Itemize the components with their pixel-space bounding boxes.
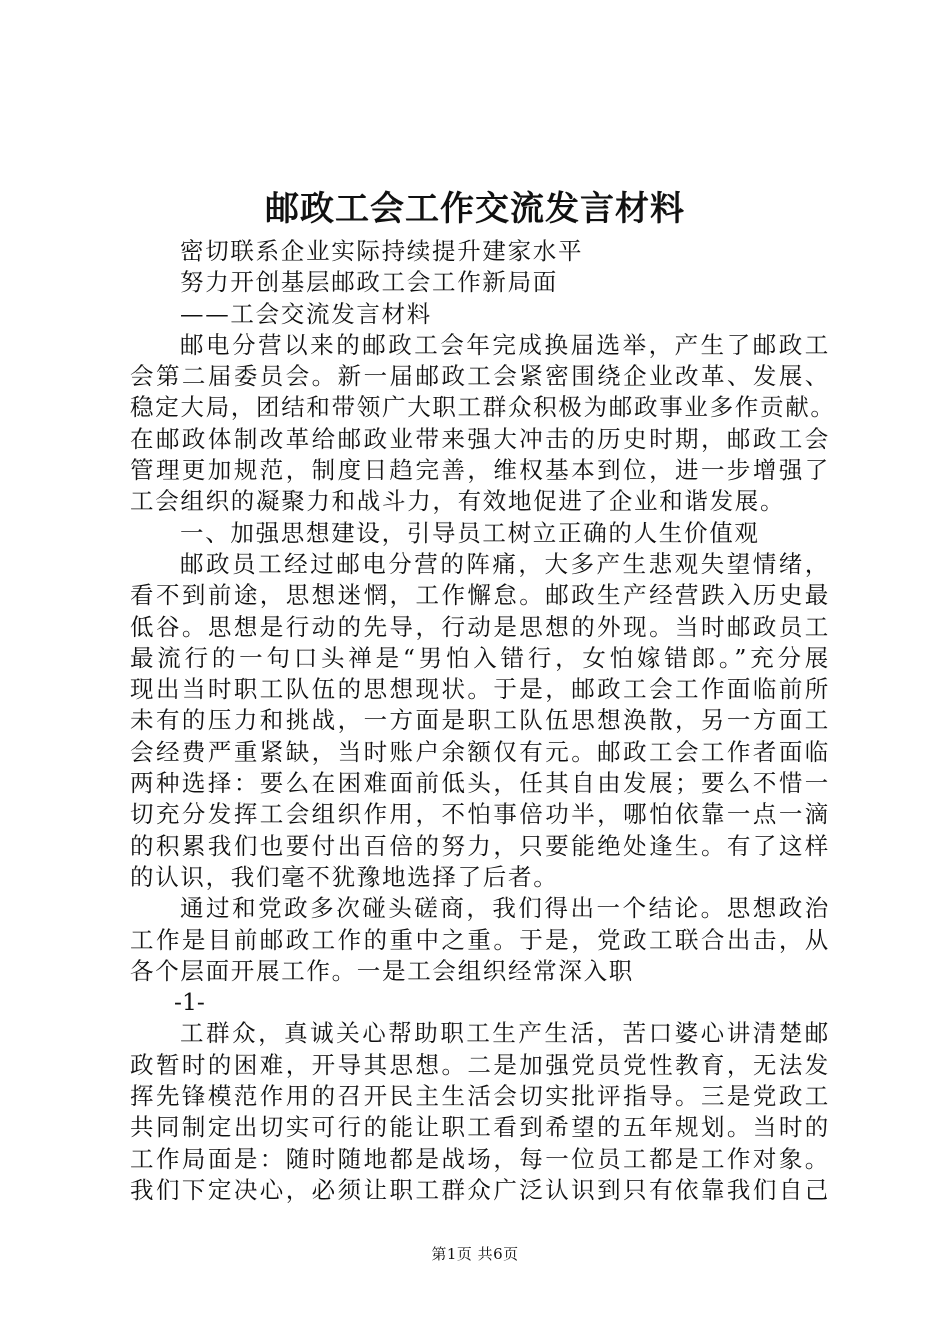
page-number-mark: -1- [174, 988, 205, 1017]
paragraph-line: 管理更加规范，制度日趋完善，维权基本到位，进一步增强了 [130, 456, 830, 485]
paragraph-line: 通过和党政多次碰头磋商，我们得出一个结论。思想政治 [180, 894, 830, 923]
paragraph-line: 未有的压力和挑战，一方面是职工队伍思想涣散，另一方面工 [130, 706, 830, 735]
paragraph-line: 低谷。思想是行动的先导，行动是思想的外现。当时邮政员工 [130, 612, 830, 641]
paragraph-line: 会经费严重紧缺，当时账户余额仅有元。邮政工会工作者面临 [130, 737, 830, 766]
paragraph-line: 稳定大局，团结和带领广大职工群众积极为邮政事业多作贡献。 [130, 393, 836, 422]
paragraph-line: 现出当时职工队伍的思想现状。于是，邮政工会工作面临前所 [130, 675, 830, 704]
paragraph-line: 切充分发挥工会组织作用，不怕事倍功半，哪怕依靠一点一滴 [130, 800, 830, 829]
paragraph-line: 的积累我们也要付出百倍的努力，只要能绝处逢生。有了这样 [130, 831, 830, 860]
subtitle-line: ——工会交流发言材料 [180, 299, 432, 328]
paragraph-line: 的认识，我们毫不犹豫地选择了后者。 [130, 862, 559, 891]
document-body [130, 236, 836, 1206]
paragraph-line: 邮电分营以来的邮政工会年完成换届选举，产生了邮政工 [180, 330, 830, 359]
subtitle-line: 密切联系企业实际持续提升建家水平 [180, 237, 584, 265]
paragraph-line: 挥先锋模范作用的召开民主生活会切实批评指导。三是党政工 [130, 1082, 830, 1111]
paragraph-line: 邮政员工经过邮电分营的阵痛，大多产生悲观失望情绪， [180, 549, 830, 578]
paragraph-line: 工会组织的凝聚力和战斗力，有效地促进了企业和谐发展。 [130, 487, 786, 516]
paragraph-line: 工作是目前邮政工作的重中之重。于是，党政工联合出击，从 [130, 925, 830, 954]
paragraph-line: 两种选择：要么在困难面前低头，任其自由发展；要么不惜一 [130, 769, 830, 798]
paragraph-line: 最流行的一句口头禅是“男怕入错行，女怕嫁错郎。”充分展 [130, 643, 830, 672]
paragraph-line: 工群众，真诚关心帮助职工生产生活，苦口婆心讲清楚邮 [180, 1019, 830, 1048]
document-title: 邮政工会工作交流发言材料 [265, 189, 685, 229]
paragraph-line: 各个层面开展工作。一是工会组织经常深入职 [130, 956, 634, 985]
paragraph-line: 工作局面是：随时随地都是战场，每一位员工都是工作对象。 [130, 1144, 830, 1173]
paragraph-line: 共同制定出切实可行的能让职工看到希望的五年规划。当时的 [130, 1113, 830, 1142]
paragraph-line: 我们下定决心，必须让职工群众广泛认识到只有依靠我们自己 [130, 1175, 830, 1204]
subtitle-line: 努力开创基层邮政工会工作新局面 [180, 268, 558, 297]
paragraph-line: 会第二届委员会。新一届邮政工会紧密围绕企业改革、发展、 [130, 362, 830, 391]
paragraph-line: 政暂时的困难，开导其思想。二是加强党员党性教育，无法发 [130, 1050, 830, 1079]
paragraph-line: 在邮政体制改革给邮政业带来强大冲击的历史时期，邮政工会 [130, 424, 830, 453]
section-heading: 一、加强思想建设，引导员工树立正确的人生价值观 [180, 518, 760, 547]
paragraph-line: 看不到前途，思想迷惘，工作懈怠。邮政生产经营跌入历史最 [130, 581, 830, 610]
page-footer: 第1页 共6页 [431, 1245, 519, 1263]
